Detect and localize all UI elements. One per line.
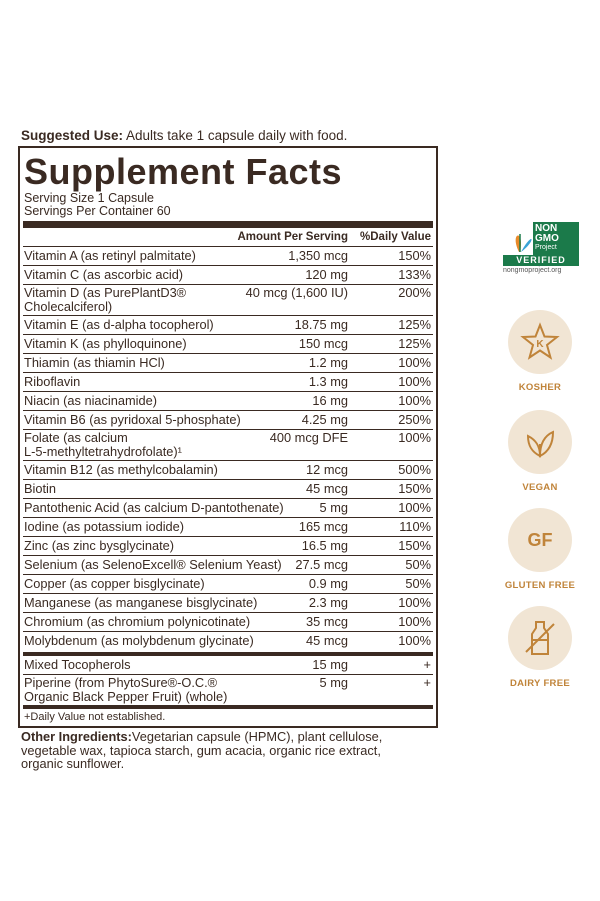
nutrient-name-line2: Cholecalciferol) — [24, 298, 113, 314]
nutrient-row — [23, 392, 433, 411]
nutrient-amount: 4.25 mg — [301, 412, 348, 427]
nutrient-daily-value: 50% — [405, 557, 431, 572]
nutrient-row — [23, 316, 433, 335]
nutrient-row — [23, 335, 433, 354]
gluten-free-label: GLUTEN FREE — [504, 580, 576, 591]
amount-header: Amount Per Serving — [237, 231, 348, 243]
nutrient-name: Mixed Tocopherols — [24, 657, 131, 672]
nutrient-row — [23, 480, 433, 499]
nutrient-daily-value: 250% — [398, 412, 431, 427]
footnote: +Daily Value not established. — [24, 711, 166, 723]
nutrient-amount: 5 mg — [319, 500, 348, 515]
nutrient-amount: 16.5 mg — [301, 538, 348, 553]
extra-rows — [23, 656, 433, 705]
nutrient-daily-value: 150% — [398, 538, 431, 553]
nutrient-name: Vitamin B12 (as methylcobalamin) — [24, 462, 218, 477]
nutrient-daily-value: 50% — [405, 576, 431, 591]
non-gmo-line1: NON — [535, 223, 558, 234]
nutrient-name: Iodine (as potassium iodide) — [24, 519, 185, 534]
nutrient-row — [23, 373, 433, 392]
nutrient-daily-value: 200% — [398, 285, 431, 300]
nutrient-name-line1: Folate (as calcium — [24, 430, 128, 445]
suggested-use-label: Suggested Use: — [21, 128, 124, 143]
nutrient-amount: 2.3 mg — [308, 595, 348, 610]
nutrient-amount: 0.9 mg — [308, 576, 348, 591]
suggested-use — [21, 128, 347, 143]
nutrient-name: Pantothenic Acid (as calcium D-pantothenate) — [24, 500, 284, 515]
servings-per-container: Servings Per Container 60 — [24, 204, 171, 218]
nutrient-name: Thiamin (as thiamin HCl) — [24, 355, 165, 370]
nutrient-name-line2: Organic Black Pepper Fruit) (whole) — [24, 688, 228, 704]
non-gmo-text — [535, 224, 559, 252]
nutrient-row — [23, 613, 433, 632]
nutrient-amount: 18.75 mg — [294, 317, 348, 332]
gluten-free-badge — [500, 508, 580, 591]
nutrient-amount: 35 mcg — [306, 614, 348, 629]
vegan-label: VEGAN — [522, 482, 558, 493]
nutrient-row — [23, 537, 433, 556]
nutrient-name-line2: L-5-methyltetrahydrofolate)¹ — [24, 443, 182, 459]
nutrient-name-line1: Vitamin D (as PurePlantD3® — [24, 285, 187, 300]
nutrient-row — [23, 411, 433, 430]
suggested-use-text: Adults take 1 capsule daily with food. — [123, 128, 348, 143]
nutrient-amount: 15 mg — [312, 657, 348, 672]
nutrient-amount: 1.3 mg — [308, 374, 348, 389]
nutrient-amount: 150 mcg — [298, 336, 348, 351]
nutrient-amount: 165 mcg — [298, 519, 348, 534]
nutrient-name — [24, 430, 182, 458]
nutrient-name: Copper (as copper bisglycinate) — [24, 576, 205, 591]
nutrient-row — [23, 632, 433, 650]
nutrient-daily-value: 125% — [398, 317, 431, 332]
nutrient-row — [23, 461, 433, 480]
nutrient-row — [23, 556, 433, 575]
nutrient-row — [23, 675, 433, 705]
nutrient-row — [23, 247, 433, 266]
nutrient-daily-value: 100% — [398, 430, 431, 445]
nutrient-amount: 1.2 mg — [308, 355, 348, 370]
nutrient-row — [23, 594, 433, 613]
nutrient-name — [24, 285, 186, 313]
nutrient-row — [23, 266, 433, 285]
non-gmo-url: nongmoproject.org — [503, 267, 562, 274]
nutrient-daily-value: 500% — [398, 462, 431, 477]
dairy-free-label: DAIRY FREE — [509, 678, 570, 689]
gluten-free-glyph: GF — [527, 529, 553, 550]
nutrient-amount: 12 mcg — [306, 462, 348, 477]
other-ingredients-label: Other Ingredients: — [21, 729, 132, 744]
nutrient-row — [23, 656, 433, 675]
nutrient-amount: 1,350 mcg — [288, 248, 348, 263]
nutrient-name: Vitamin K (as phylloquinone) — [24, 336, 187, 351]
nutrient-name — [24, 675, 227, 703]
non-gmo-verified: VERIFIED — [516, 255, 566, 265]
nutrient-daily-value: 100% — [398, 595, 431, 610]
other-ingredients — [21, 730, 421, 771]
nutrient-row — [23, 430, 433, 461]
nutrient-name: Selenium (as SelenoExcell® Selenium Yeast) — [24, 557, 282, 572]
nutrient-daily-value: 100% — [398, 614, 431, 629]
nutrient-name: Zinc (as zinc bysglycinate) — [24, 538, 175, 553]
nutrient-daily-value: 100% — [398, 500, 431, 515]
nutrient-amount: 400 mcg DFE — [269, 430, 348, 445]
nutrient-name: Niacin (as niacinamide) — [24, 393, 157, 408]
non-gmo-line2: GMO — [535, 233, 559, 244]
nutrient-daily-value: + — [423, 675, 431, 690]
kosher-icon — [508, 310, 572, 374]
nutrient-daily-value: 125% — [398, 336, 431, 351]
nutrient-amount: 45 mcg — [306, 481, 348, 496]
nutrient-row — [23, 518, 433, 537]
milk-bottle-icon — [508, 606, 572, 670]
other-ingredients-text: Vegetarian capsule (HPMC), plant cellulose, vegetable wax, tapioca starch, gum acacia, organic rice extract, organic sunflower. — [21, 729, 383, 771]
nutrient-name: Manganese (as manganese bisglycinate) — [24, 595, 258, 610]
nutrient-name: Biotin — [24, 481, 57, 496]
gluten-free-icon — [508, 508, 572, 572]
serving-size: Serving Size 1 Capsule — [24, 191, 154, 205]
nutrient-daily-value: 100% — [398, 633, 431, 648]
leaf-icon — [508, 410, 572, 474]
nutrient-rows — [23, 247, 433, 650]
nutrient-daily-value: 133% — [398, 267, 431, 282]
nutrient-row — [23, 499, 433, 518]
nutrient-amount: 5 mg — [319, 675, 348, 690]
nutrient-name: Riboflavin — [24, 374, 81, 389]
kosher-label: KOSHER — [518, 382, 562, 393]
nutrient-name-line1: Piperine (from PhytoSure®-O.C.® — [24, 675, 218, 690]
kosher-badge — [500, 310, 580, 393]
nutrient-amount: 16 mg — [312, 393, 348, 408]
nutrient-row — [23, 354, 433, 373]
dairy-free-badge — [500, 606, 580, 689]
nutrient-name: Molybdenum (as molybdenum glycinate) — [24, 633, 254, 648]
nutrient-amount: 27.5 mcg — [295, 557, 348, 572]
nutrient-daily-value: + — [423, 657, 431, 672]
nutrient-daily-value: 150% — [398, 481, 431, 496]
nutrient-daily-value: 100% — [398, 374, 431, 389]
kosher-glyph: K — [536, 339, 544, 350]
nutrient-daily-value: 100% — [398, 355, 431, 370]
nutrient-daily-value: 110% — [399, 519, 431, 534]
thick-rule — [23, 221, 433, 228]
nutrient-name: Vitamin B6 (as pyridoxal 5-phosphate) — [24, 412, 241, 427]
non-gmo-badge — [503, 222, 579, 276]
non-gmo-line3: Project — [535, 244, 557, 251]
daily-value-header: %Daily Value — [360, 231, 431, 243]
vegan-badge — [500, 410, 580, 493]
supplement-facts-panel — [18, 146, 438, 728]
nutrient-daily-value: 100% — [398, 393, 431, 408]
nutrient-name: Vitamin A (as retinyl palmitate) — [24, 248, 196, 263]
nutrient-amount: 120 mg — [305, 267, 348, 282]
nutrient-row — [23, 285, 433, 316]
nutrient-name: Chromium (as chromium polynicotinate) — [24, 614, 251, 629]
nutrient-amount: 45 mcg — [306, 633, 348, 648]
nutrient-name: Vitamin C (as ascorbic acid) — [24, 267, 184, 282]
panel-title: Supplement Facts — [24, 151, 343, 192]
column-header — [23, 230, 433, 247]
nutrient-daily-value: 150% — [398, 248, 431, 263]
non-gmo-box — [503, 222, 579, 266]
nutrient-row — [23, 575, 433, 594]
nutrient-name: Vitamin E (as d-alpha tocopherol) — [24, 317, 214, 332]
nutrient-amount: 40 mcg (1,600 IU) — [245, 285, 348, 300]
